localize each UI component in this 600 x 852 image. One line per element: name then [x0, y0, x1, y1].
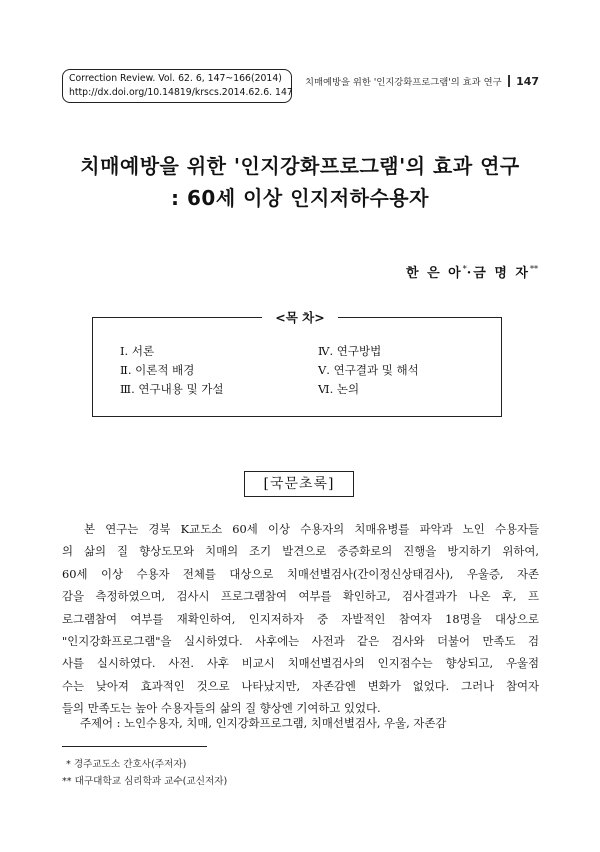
journal-citation-box [62, 69, 292, 103]
abstract-line: 로그램참여 여부를 재확인하여, 인지저하자 중 자발적인 참여자 18명을 대상으로 [62, 611, 539, 626]
toc-label: <목 차> [275, 310, 325, 325]
author-1-mark: * [462, 264, 467, 274]
author-2: 금 명 자 [473, 266, 530, 281]
abstract-line: 60세 이상 수용자 전체를 대상으로 치매선별검사(간이정신상태검사), 우울증, 자존 [62, 566, 539, 581]
abstract-line: 감을 측정하였으며, 검사시 프로그램참여 여부를 확인하고, 검사결과가 나온 후, 프 [62, 589, 539, 604]
abstract-line: 수는 낮아져 효과적인 것으로 나타났지만, 자존감엔 변화가 없었다. 그러나 참여자 [62, 678, 539, 693]
abstract-line: 사를 실시하였다. 사전. 사후 비교시 치매선별검사의 인지점수는 향상되고, 우울점 [62, 656, 539, 671]
footnote-2: ** 대구대학교 심리학과 교수(교신저자) [62, 776, 228, 787]
author-separator: · [466, 266, 474, 281]
toc-item: Ⅳ. 연구방법 [318, 344, 382, 358]
abstract-line: 들의 만족도는 높아 수용자들의 삶의 질 향상엔 기여하고 있었다. [62, 701, 381, 716]
paper-title: 치매예방을 위한 '인지강화프로그램'의 효과 연구 [80, 154, 520, 178]
footnote-1: * 경주교도소 간호사(주저자) [66, 759, 187, 770]
keywords: 주제어 : 노인수용자, 치매, 인지강화프로그램, 치매선별검사, 우울, 자존감 [80, 716, 447, 730]
page-number: 147 [516, 75, 540, 88]
toc-item: Ⅰ. 서론 [120, 344, 155, 358]
paper-subtitle: : 60세 이상 인지저하수용자 [171, 186, 429, 210]
author-line [406, 262, 538, 281]
toc-item: Ⅵ. 논의 [318, 382, 360, 396]
abstract-line: 의 삶의 질 향상도모와 치매의 조기 발견으로 중증화로의 진행을 방지하기 위하여, [62, 544, 539, 559]
journal-citation: Correction Review. Vol. 62. 6, 147~166(2014) [69, 73, 282, 84]
toc-item: Ⅲ. 연구내용 및 가설 [120, 382, 224, 396]
header-separator [508, 75, 511, 87]
running-header [305, 74, 540, 88]
author-2-mark: ** [530, 264, 538, 274]
running-title: 치매예방을 위한 '인지강화프로그램'의 효과 연구 [305, 77, 502, 88]
abstract-line: 본 연구는 경북 K교도소 60세 이상 수용자의 치매유병를 파악과 노인 수용자들 [84, 522, 539, 536]
author-1: 한 은 아 [406, 266, 463, 281]
abstract-line: "인지강화프로그램"을 실시하였다. 사후에는 사전과 같은 검사와 더불어 만족도 검 [62, 634, 539, 649]
doi-link[interactable]: http://dx.doi.org/10.14819/krscs.2014.62.6. 147 [69, 87, 293, 98]
footnote-rule [62, 746, 207, 747]
toc-item: Ⅱ. 이론적 배경 [120, 363, 195, 377]
abstract-body [62, 518, 539, 720]
abstract-heading: [국문초록] [244, 471, 354, 497]
toc-item: Ⅴ. 연구결과 및 해석 [318, 363, 419, 377]
